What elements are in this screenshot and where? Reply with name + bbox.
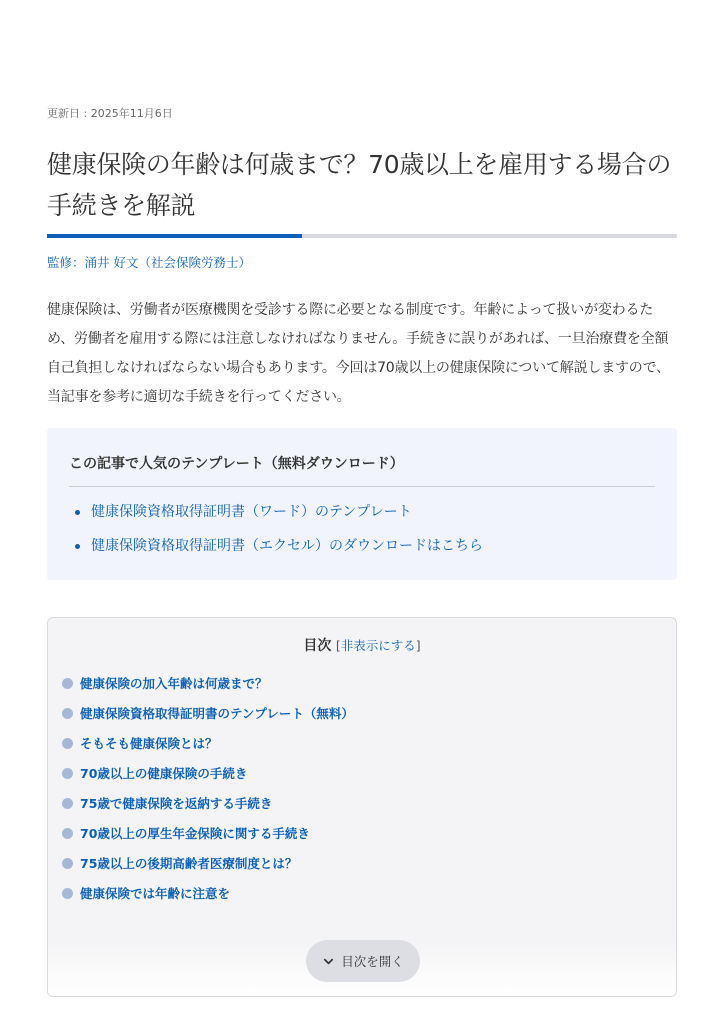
toc-bracket-open: [	[335, 638, 341, 653]
template-link-word[interactable]: 健康保険資格取得証明書（ワード）のテンプレート	[91, 504, 412, 520]
template-link-excel[interactable]: 健康保険資格取得証明書（エクセル）のダウンロードはこちら	[91, 538, 483, 554]
table-of-contents	[47, 617, 677, 997]
toc-title: 目次	[303, 638, 332, 654]
toc-link-age-limit[interactable]: 健康保険の加入年齢は何歳まで？	[80, 676, 268, 691]
list-item	[75, 534, 483, 568]
toc-link-pension[interactable]: 70歳以上の厚生年金保険に関する手続き	[80, 826, 310, 841]
toc-item	[62, 793, 354, 823]
popular-templates-box	[47, 428, 677, 580]
toc-item	[62, 703, 354, 733]
title-underline-accent	[47, 234, 302, 238]
toc-open-button[interactable]	[306, 940, 420, 982]
toc-link-elderly[interactable]: 75歳以上の後期高齢者医療制度とは？	[80, 856, 298, 871]
toc-item	[62, 823, 354, 853]
toc-link-what-is[interactable]: そもそも健康保険とは？	[80, 736, 218, 751]
intro-paragraph: 健康保険は、労働者が医療機関を受診する際に必要となる制度です。年齢によって扱いが変わるため、労働者を雇用する際には注意しなければなりません。手続きに誤りがあれば、一旦治療費を全額自己負担しなければならない場合もあります。今回は70歳以上の健康保険について解説しますので、当記事を参考に適切な手続きを行ってください。	[47, 302, 670, 405]
toc-link-over-70[interactable]: 70歳以上の健康保険の手続き	[80, 766, 248, 781]
toc-bracket-close: ]	[415, 638, 421, 653]
chevron-down-icon	[322, 955, 335, 968]
toc-link-template[interactable]: 健康保険資格取得証明書のテンプレート（無料）	[80, 706, 354, 721]
toc-header	[48, 636, 676, 656]
supervisor-link[interactable]: 監修：涌井 好文（社会保険労務士）	[47, 255, 251, 270]
toc-link-return-75[interactable]: 75歳で健康保険を返納する手続き	[80, 796, 273, 811]
popular-templates-title: この記事で人気のテンプレート（無料ダウンロード）	[69, 456, 404, 472]
toc-item	[62, 853, 354, 883]
toc-item	[62, 673, 354, 703]
toc-item	[62, 883, 354, 913]
page-title: 健康保険の年齢は何歳まで？70歳以上を雇用する場合の手続きを解説	[47, 150, 672, 220]
list-item	[75, 500, 483, 534]
toc-link-summary[interactable]: 健康保険では年齢に注意を	[80, 886, 231, 901]
updated-date: 更新日 : 2025年11月6日	[47, 107, 173, 120]
toc-item	[62, 763, 354, 793]
title-underline	[47, 234, 677, 238]
toc-item	[62, 733, 354, 763]
popular-templates-list	[75, 500, 483, 568]
toc-list	[62, 673, 354, 913]
toc-hide-toggle[interactable]: 非表示にする	[340, 638, 416, 653]
popular-divider	[69, 486, 655, 487]
toc-open-label: 目次を開く	[341, 954, 404, 969]
